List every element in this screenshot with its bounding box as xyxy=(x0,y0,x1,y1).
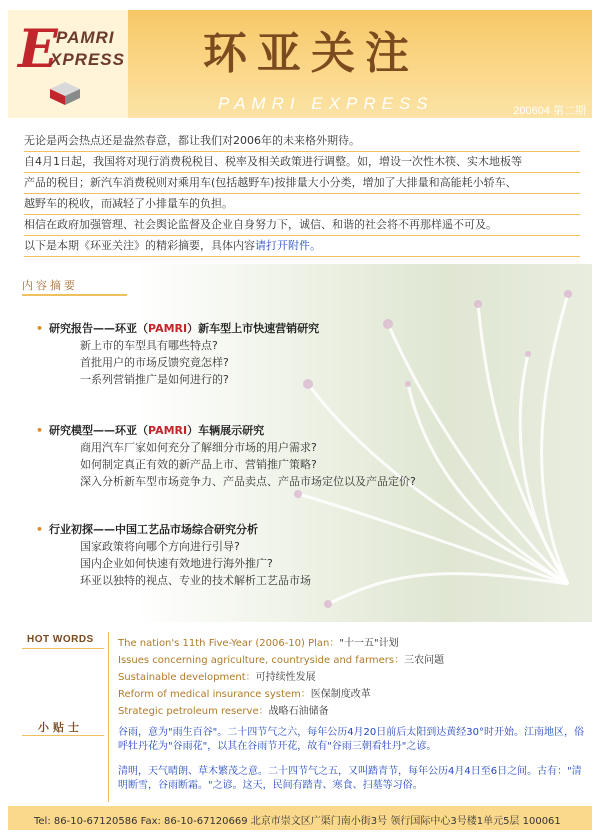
topic-heading xyxy=(36,320,319,337)
header-banner xyxy=(8,10,592,118)
topic-question: 深入分析新车型市场竞争力、产品卖点、产品市场定位以及产品定价? xyxy=(80,475,416,488)
open-attachment-link[interactable]: 请打开附件。 xyxy=(255,239,321,252)
topic-question: 一系列营销推广是如何进行的? xyxy=(80,373,229,386)
topic-1 xyxy=(36,320,319,388)
intro-line: 越野车的税收，而减轻了小排量车的负担。 xyxy=(24,194,580,215)
hot-word-en: Issues concerning agriculture, countryside and farmers： xyxy=(118,655,405,666)
hot-words-label: HOT WORDS xyxy=(27,634,94,645)
summary-tab-label: 内容摘要 xyxy=(22,279,78,292)
bullet-icon: • xyxy=(36,322,44,335)
hot-word-zh: 三农问题 xyxy=(404,655,445,666)
hot-word-zh: 可持续性发展 xyxy=(255,672,316,683)
divider xyxy=(22,648,104,649)
topic-title-pre: 行业初探——中国工艺品市场综合研究分析 xyxy=(49,523,259,536)
topic-question: 国家政策将向哪个方向进行引导? xyxy=(80,540,240,553)
intro-last-text: 以下是本期《环亚关注》的精彩摘要，具体内容 xyxy=(24,239,255,252)
hot-word-en: The nation's 11th Five-Year (2006-10) Plan： xyxy=(118,638,340,649)
topic-title-pre: 研究模型——环亚（ xyxy=(49,424,149,437)
footer-contact: Tel: 86-10-67120586 Fax: 86-10-67120669 北京市崇文区广渠门南小街3号 领行国际中心3号楼1单元5层 100061 xyxy=(34,816,561,827)
divider xyxy=(22,735,104,736)
hot-word xyxy=(118,669,588,686)
topic-title-pamri: PAMRI xyxy=(148,322,188,335)
intro-line-last xyxy=(24,236,580,257)
topic-question: 商用汽车厂家如何充分了解细分市场的用户需求? xyxy=(80,441,317,454)
cube-icon xyxy=(48,80,82,106)
tips-label: 小贴士 xyxy=(38,721,83,734)
page-subtitle: PAMRI EXPRESS xyxy=(218,94,434,113)
hot-word-en: Reform of medical insurance system： xyxy=(118,689,311,700)
topic-title-pamri: PAMRI xyxy=(148,424,188,437)
logo-xpress: XPRESS xyxy=(50,50,125,69)
topic-question: 环亚以独特的视点、专业的技术解析工艺品市场 xyxy=(80,574,311,587)
hot-word-en: Sustainable development： xyxy=(118,672,256,683)
hot-word-zh: 战略石油储备 xyxy=(268,706,329,717)
bullet-icon: • xyxy=(36,424,44,437)
hot-words-list xyxy=(118,635,588,720)
logo-letter: E xyxy=(18,19,58,80)
topic-title-post: ）车辆展示研究 xyxy=(187,424,265,437)
hot-word xyxy=(118,686,588,703)
intro-line: 相信在政府加强管理、社会舆论监督及企业自身努力下，诚信、和谐的社会将不再那样遥不可及。 xyxy=(24,215,580,236)
content-summary xyxy=(8,264,592,622)
topic-title-post: ）新车型上市快速营销研究 xyxy=(187,322,320,335)
logo xyxy=(8,10,128,118)
tip-item: 谷雨，意为"雨生百谷"。二十四节气之六，每年公历4月20日前后太阳到达黄经30°时开始。江南地区，俗呼牡丹花为"谷雨花"，以其在谷雨节开花，故有"谷雨三朝看牡丹"之谚。 xyxy=(118,727,585,752)
hot-word xyxy=(118,652,588,669)
intro-text xyxy=(24,131,580,257)
hot-word-en: Strategic petroleum reserve： xyxy=(118,706,269,717)
page-title: 环亚关注 xyxy=(203,28,419,79)
intro-line: 无论是两会热点还是盎然春意，都让我们对2006年的未来格外期待。 xyxy=(24,131,580,152)
topic-title-pre: 研究报告——环亚（ xyxy=(49,322,149,335)
bullet-icon: • xyxy=(36,523,44,536)
footer xyxy=(8,806,592,830)
divider xyxy=(22,294,127,296)
hot-word xyxy=(118,703,588,720)
topic-3 xyxy=(36,521,311,589)
topic-heading xyxy=(36,521,311,538)
topic-question: 新上市的车型具有哪些特点? xyxy=(80,339,218,352)
hot-word-zh: "十一五"计划 xyxy=(339,638,399,649)
tips-list xyxy=(118,726,588,804)
intro-line: 产品的税目；新汽车消费税则对乘用车(包括越野车)按排量大小分类，增加了大排量和高能耗小轿车、 xyxy=(24,173,580,194)
divider xyxy=(108,632,109,802)
topic-question: 如何制定真正有效的新产品上市、营销推广策略? xyxy=(80,458,317,471)
topic-question: 首批用户的市场反馈究竟怎样? xyxy=(80,356,229,369)
summary-tab xyxy=(22,274,114,294)
topic-question: 国内企业如何快速有效地进行海外推广? xyxy=(80,557,273,570)
topic-2 xyxy=(36,422,416,490)
tip-item: 清明，天气晴朗、草木繁茂之意。二十四节气之五，又叫踏青节，每年公历4月4日至6日之间。古有："清明断雪，谷雨断霜。"之谚。这天，民间有踏青、寒食、扫墓等习俗。 xyxy=(118,766,582,791)
hot-word xyxy=(118,635,588,652)
intro-line: 自4月1日起，我国将对现行消费税税目、税率及相关政策进行调整。如，增设一次性木筷、实木地板等 xyxy=(24,152,580,173)
hot-word-zh: 医保制度改革 xyxy=(310,689,371,700)
topic-heading xyxy=(36,422,416,439)
issue-number: 200604 第二期 xyxy=(513,105,586,117)
logo-pamri: PAMRI xyxy=(56,28,115,47)
